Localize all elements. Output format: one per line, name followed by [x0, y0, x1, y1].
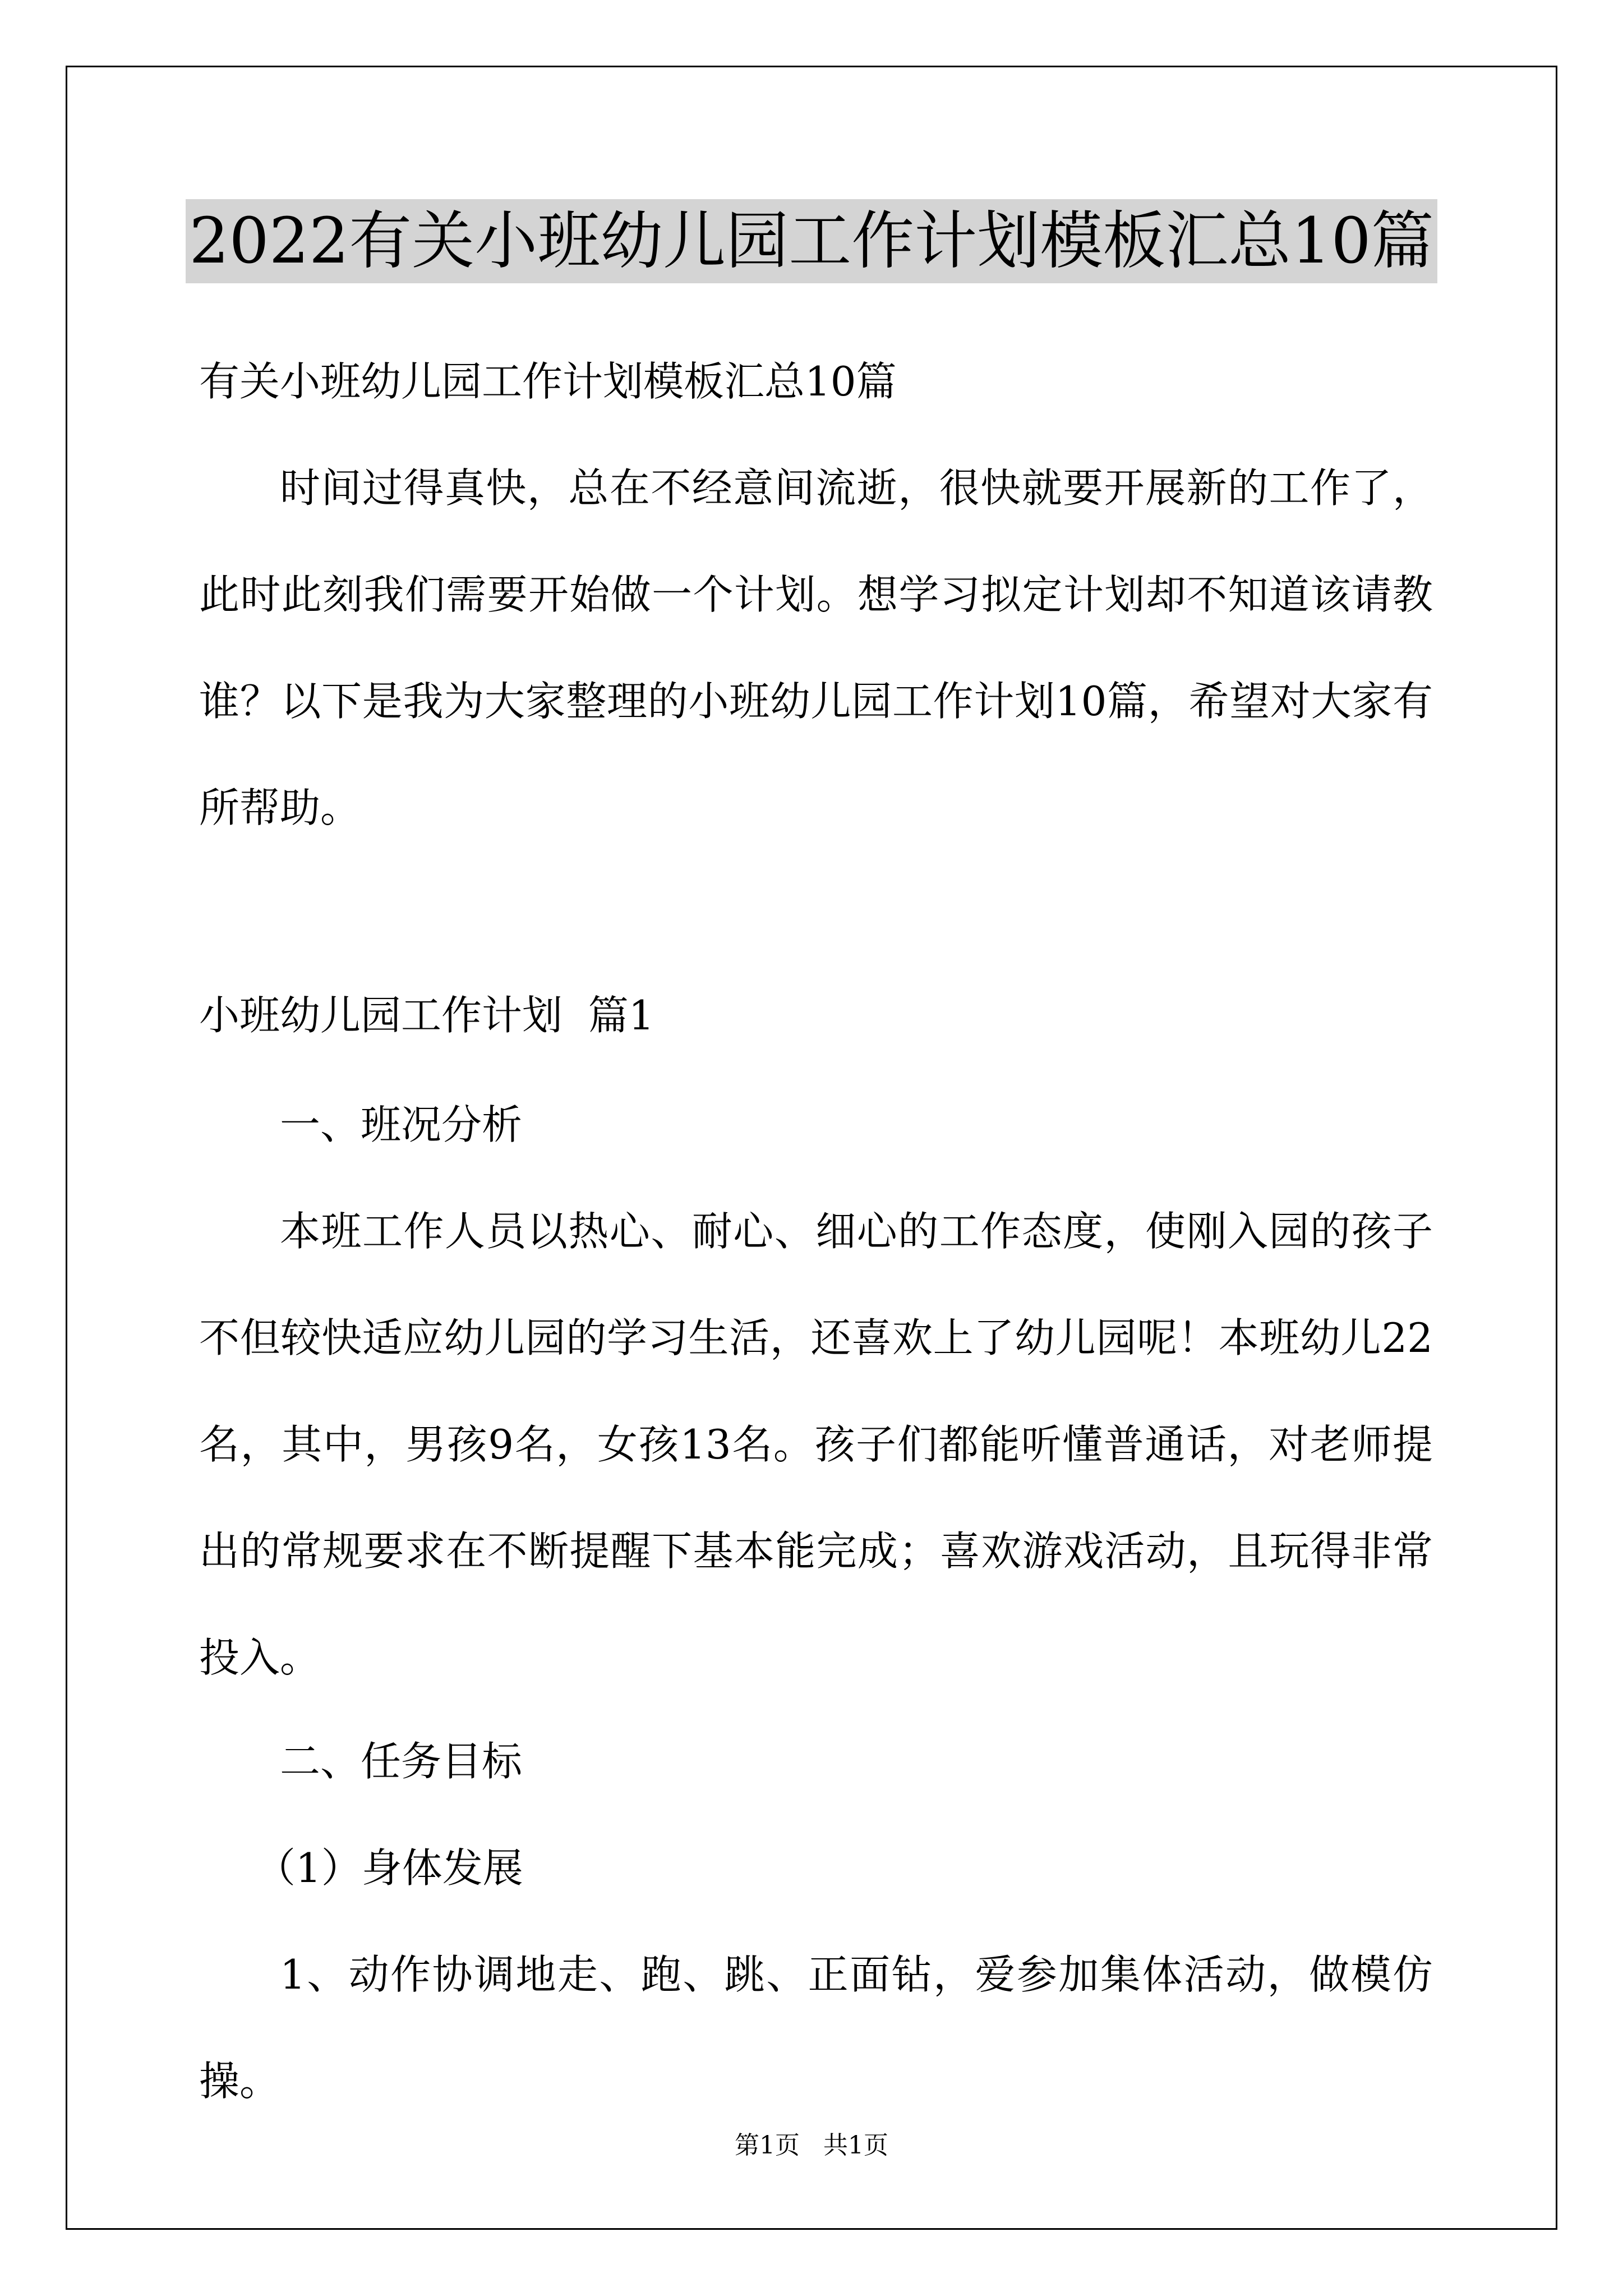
document-subtitle: 有关小班幼儿园工作计划模板汇总10篇 [199, 358, 897, 405]
section-heading: 小班幼儿园工作计划 篇1 [199, 992, 654, 1039]
page-footer [0, 2129, 1623, 2162]
title-container [0, 199, 1623, 283]
physical-development-heading: （1）身体发展 [255, 1844, 523, 1892]
physical-item: 1、动作协调地走、跑、跳、正面钻，爱参加集体活动，做模仿操。 [199, 1951, 1433, 2105]
document-title: 2022有关小班幼儿园工作计划模板汇总10篇 [186, 199, 1437, 283]
task-goal-heading: 二、任务目标 [280, 1738, 523, 1785]
class-analysis-paragraph: 本班工作人员以热心、耐心、细心的工作态度，使刚入园的孩子不但较快适应幼儿园的学习生活，还喜欢上了幼儿园呢！本班幼儿22名，其中，男孩9名，女孩13名。孩子们都能听懂普通话，对老师提出的常规要求在不断提醒下基本能完成；喜欢游戏活动，且玩得非常投入。 [199, 1208, 1433, 1681]
intro-paragraph: 时间过得真快，总在不经意间流逝，很快就要开展新的工作了，此时此刻我们需要开始做一个计划。想学习拟定计划却不知道该请教谁？以下是我为大家整理的小班幼儿园工作计划10篇，希望对大家有所帮助。 [199, 464, 1433, 831]
class-analysis-heading: 一、班况分析 [280, 1101, 523, 1148]
page-number: 第1页 共1页 [735, 2131, 888, 2160]
